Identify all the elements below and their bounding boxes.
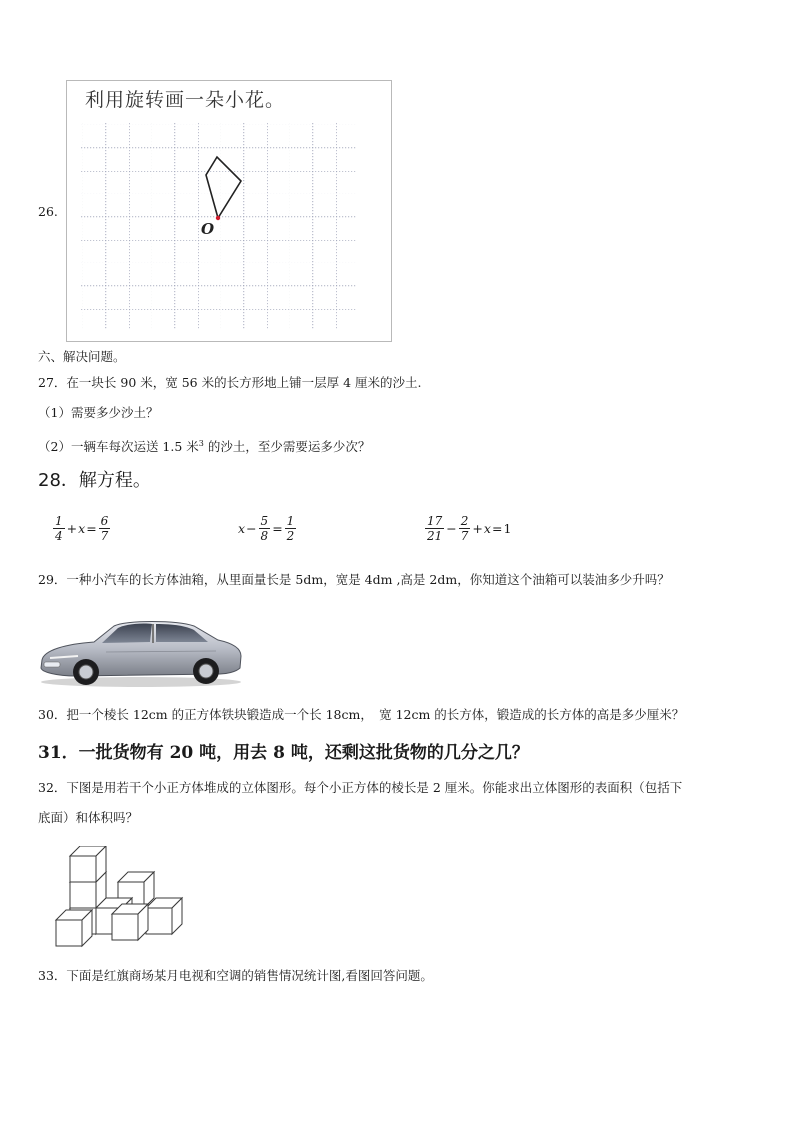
question-32-line1: 32．下图是用若干个小正方体堆成的立体图形。每个小正方体的棱长是 2 厘米。你能求出立体图形的表面积（包括下 — [38, 780, 683, 795]
question-28-title: 28．解方程。 — [38, 470, 151, 491]
equation-1: $\frac{1}{4}$ + x = $\frac{6}{7}$ — [55, 513, 109, 543]
equation-2: x − $\frac{5}{8}$ = $\frac{1}{2}$ — [238, 513, 295, 543]
rotation-center-point — [216, 216, 220, 220]
question-32-line2: 底面）和体积吗？ — [38, 810, 139, 825]
fraction: $\frac{1}{2}$ — [286, 513, 295, 543]
fraction: $\frac{17}{21}$ — [427, 513, 443, 543]
fraction: $\frac{2}{7}$ — [460, 513, 469, 543]
rotation-figure — [66, 80, 392, 342]
question-30: 30．把一个棱长 12cm 的正方体铁块锻造成一个长 18cm， 宽 12cm 的长方体，锻造成的长方体的高是多少厘米？ — [38, 707, 685, 722]
question-27-part2: （2）一辆车每次运送 1.5 米$^3$ 的沙土，至少需要运多少次？ — [38, 439, 371, 455]
question-26-number: 26. — [38, 204, 58, 219]
fraction: $\frac{5}{8}$ — [260, 513, 269, 543]
cube-stack-figure — [50, 846, 184, 950]
car-illustration — [36, 612, 246, 690]
fraction: $\frac{1}{4}$ — [55, 513, 63, 543]
figure-title: 利用旋转画一朵小花。 — [85, 89, 286, 111]
section-six-heading: 六、解决问题。 — [38, 349, 126, 364]
question-27-part1: （1）需要多少沙土？ — [38, 405, 159, 420]
dot-grid — [81, 123, 357, 329]
point-o-label: O — [201, 220, 215, 238]
question-31: 31．一批货物有 20 吨，用去 8 吨，还剩这批货物的几分之几？ — [38, 743, 529, 763]
fraction: $\frac{6}{7}$ — [100, 513, 109, 543]
kite-shape — [206, 157, 241, 218]
question-33: 33．下面是红旗商场某月电视和空调的销售情况统计图,看图回答问题。 — [38, 968, 433, 983]
equation-3: $\frac{17}{21}$ − $\frac{2}{7}$ + x = 1 — [427, 513, 512, 543]
question-27-stem: 27．在一块长 90 米，宽 56 米的长方形地上铺一层厚 4 厘米的沙土. — [38, 375, 422, 390]
question-29: 29．一种小汽车的长方体油箱，从里面量长是 5dm，宽是 4dm ,高是 2dm，你知道这个油箱可以装油多少升吗？ — [38, 572, 670, 587]
